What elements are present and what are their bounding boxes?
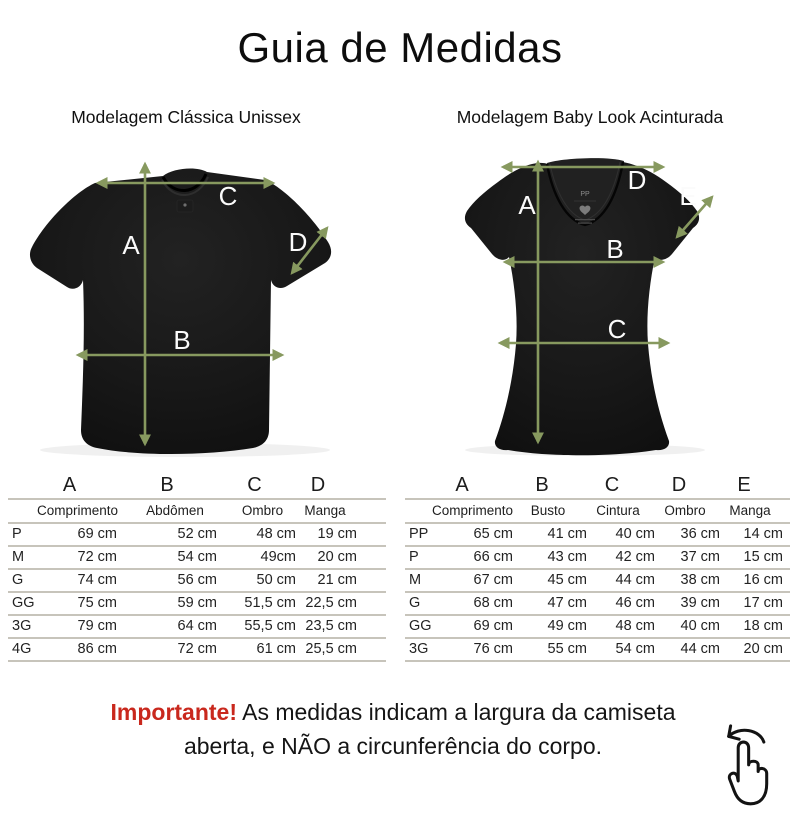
label-c: C	[607, 314, 627, 344]
classic-model-subtitle: Modelagem Clássica Unissex	[71, 107, 301, 127]
letter-header-cell: D	[671, 474, 687, 496]
important-text-line2: aberta, e NÃO a circunferência do corpo.	[183, 733, 603, 759]
size-row	[405, 546, 790, 569]
column-header-cell: Abdômen	[125, 499, 225, 523]
classic-shirt-figure	[25, 150, 335, 460]
size-row	[405, 523, 790, 546]
value-cell: 52 cm	[125, 523, 225, 546]
column-header-row	[405, 499, 790, 523]
column-header-cell: Comprimento	[432, 499, 520, 523]
value-cell: 20 cm	[300, 546, 386, 569]
value-cell: 15 cm	[726, 546, 790, 569]
value-cell: 49 cm	[520, 615, 592, 638]
babylook-model-subtitle: Modelagem Baby Look Acinturada	[456, 107, 724, 127]
letter-header-cell: B	[535, 474, 549, 496]
column-header-cell	[8, 499, 30, 523]
letter-header-cell: E	[737, 474, 751, 496]
value-cell: 48 cm	[592, 615, 660, 638]
value-cell: 45 cm	[520, 569, 592, 592]
size-cell: 3G	[8, 615, 30, 638]
value-cell: 54 cm	[125, 546, 225, 569]
classic-size-table	[8, 474, 386, 662]
value-cell: 17 cm	[726, 592, 790, 615]
important-highlight: Importante!	[110, 699, 237, 725]
column-header-cell	[405, 499, 432, 523]
value-cell: 55,5 cm	[225, 615, 300, 638]
neck-tag-textline	[575, 219, 595, 220]
value-cell: 69 cm	[432, 615, 520, 638]
column-header-cell: Ombro	[225, 499, 300, 523]
label-d: D	[288, 227, 308, 257]
column-header-cell: Manga	[300, 499, 386, 523]
size-row	[8, 523, 386, 546]
neck-tag-textline	[578, 223, 592, 224]
size-cell: M	[405, 569, 432, 592]
value-cell: 22,5 cm	[300, 592, 386, 615]
important-text-line1: As medidas indicam a largura da camiseta	[242, 699, 676, 725]
value-cell: 54 cm	[592, 638, 660, 661]
size-row	[8, 638, 386, 661]
label-d: D	[627, 165, 647, 195]
column-header-row	[8, 499, 386, 523]
letter-header-cell: D	[310, 474, 326, 496]
value-cell: 69 cm	[30, 523, 125, 546]
size-row	[8, 592, 386, 615]
value-cell: 41 cm	[520, 523, 592, 546]
value-cell: 64 cm	[125, 615, 225, 638]
value-cell: 67 cm	[432, 569, 520, 592]
label-a: A	[518, 190, 536, 220]
size-cell: GG	[405, 615, 432, 638]
value-cell: 36 cm	[660, 523, 726, 546]
value-cell: 61 cm	[225, 638, 300, 661]
value-cell: 66 cm	[432, 546, 520, 569]
value-cell: 16 cm	[726, 569, 790, 592]
value-cell: 56 cm	[125, 569, 225, 592]
letter-header-cell: A	[455, 474, 469, 496]
size-row	[405, 615, 790, 638]
size-row	[8, 546, 386, 569]
letter-header-row	[8, 474, 386, 499]
value-cell: 55 cm	[520, 638, 592, 661]
letter-header-cell	[405, 474, 432, 499]
value-cell: 23,5 cm	[300, 615, 386, 638]
value-cell: 39 cm	[660, 592, 726, 615]
value-cell: 59 cm	[125, 592, 225, 615]
size-cell: 3G	[405, 638, 432, 661]
value-cell: 76 cm	[432, 638, 520, 661]
value-cell: 75 cm	[30, 592, 125, 615]
value-cell: 21 cm	[300, 569, 386, 592]
size-cell: GG	[8, 592, 30, 615]
size-cell: P	[8, 523, 30, 546]
value-cell: 72 cm	[30, 546, 125, 569]
size-row	[405, 569, 790, 592]
size-cell: 4G	[8, 638, 30, 661]
value-cell: 18 cm	[726, 615, 790, 638]
value-cell: 46 cm	[592, 592, 660, 615]
size-cell: P	[405, 546, 432, 569]
letter-header-cell: C	[604, 474, 620, 496]
value-cell: 40 cm	[592, 523, 660, 546]
size-row	[405, 592, 790, 615]
babylook-size-table	[405, 474, 790, 662]
size-cell: G	[405, 592, 432, 615]
value-cell: 44 cm	[592, 569, 660, 592]
value-cell: 19 cm	[300, 523, 386, 546]
value-cell: 51,5 cm	[225, 592, 300, 615]
neck-size-tag: PP	[580, 191, 590, 198]
pointing-hand	[729, 742, 766, 804]
size-cell: M	[8, 546, 30, 569]
value-cell: 74 cm	[30, 569, 125, 592]
babylook-shirt-figure	[448, 148, 723, 458]
value-cell: 14 cm	[726, 523, 790, 546]
label-b: B	[173, 325, 191, 355]
value-cell: 47 cm	[520, 592, 592, 615]
size-row	[405, 638, 790, 661]
neck-tag-logo	[183, 203, 186, 206]
size-row	[8, 569, 386, 592]
column-header-cell: Busto	[520, 499, 592, 523]
value-cell: 20 cm	[726, 638, 790, 661]
swipe-arrow-arc	[729, 730, 764, 742]
letter-header-cell: A	[62, 474, 77, 496]
value-cell: 50 cm	[225, 569, 300, 592]
value-cell: 79 cm	[30, 615, 125, 638]
swipe-left-hand-icon	[704, 718, 780, 806]
column-header-cell: Manga	[726, 499, 790, 523]
label-b: B	[606, 234, 624, 264]
letter-header-cell: B	[160, 474, 174, 496]
value-cell: 49cm	[225, 546, 300, 569]
important-note	[40, 695, 746, 763]
value-cell: 43 cm	[520, 546, 592, 569]
label-c: C	[218, 181, 238, 211]
column-header-cell: Comprimento	[30, 499, 125, 523]
label-e: E	[679, 181, 697, 211]
value-cell: 86 cm	[30, 638, 125, 661]
value-cell: 72 cm	[125, 638, 225, 661]
page-title: Guia de Medidas	[237, 24, 563, 71]
letter-header-cell: C	[247, 474, 262, 496]
value-cell: 40 cm	[660, 615, 726, 638]
value-cell: 37 cm	[660, 546, 726, 569]
value-cell: 25,5 cm	[300, 638, 386, 661]
size-row	[8, 615, 386, 638]
value-cell: 44 cm	[660, 638, 726, 661]
value-cell: 68 cm	[432, 592, 520, 615]
label-a: A	[122, 230, 140, 260]
column-header-cell: Ombro	[660, 499, 726, 523]
value-cell: 65 cm	[432, 523, 520, 546]
value-cell: 38 cm	[660, 569, 726, 592]
column-header-cell: Cintura	[592, 499, 660, 523]
value-cell: 48 cm	[225, 523, 300, 546]
value-cell: 42 cm	[592, 546, 660, 569]
size-cell: PP	[405, 523, 432, 546]
letter-header-cell	[8, 474, 30, 499]
size-cell: G	[8, 569, 30, 592]
letter-header-row	[405, 474, 790, 499]
